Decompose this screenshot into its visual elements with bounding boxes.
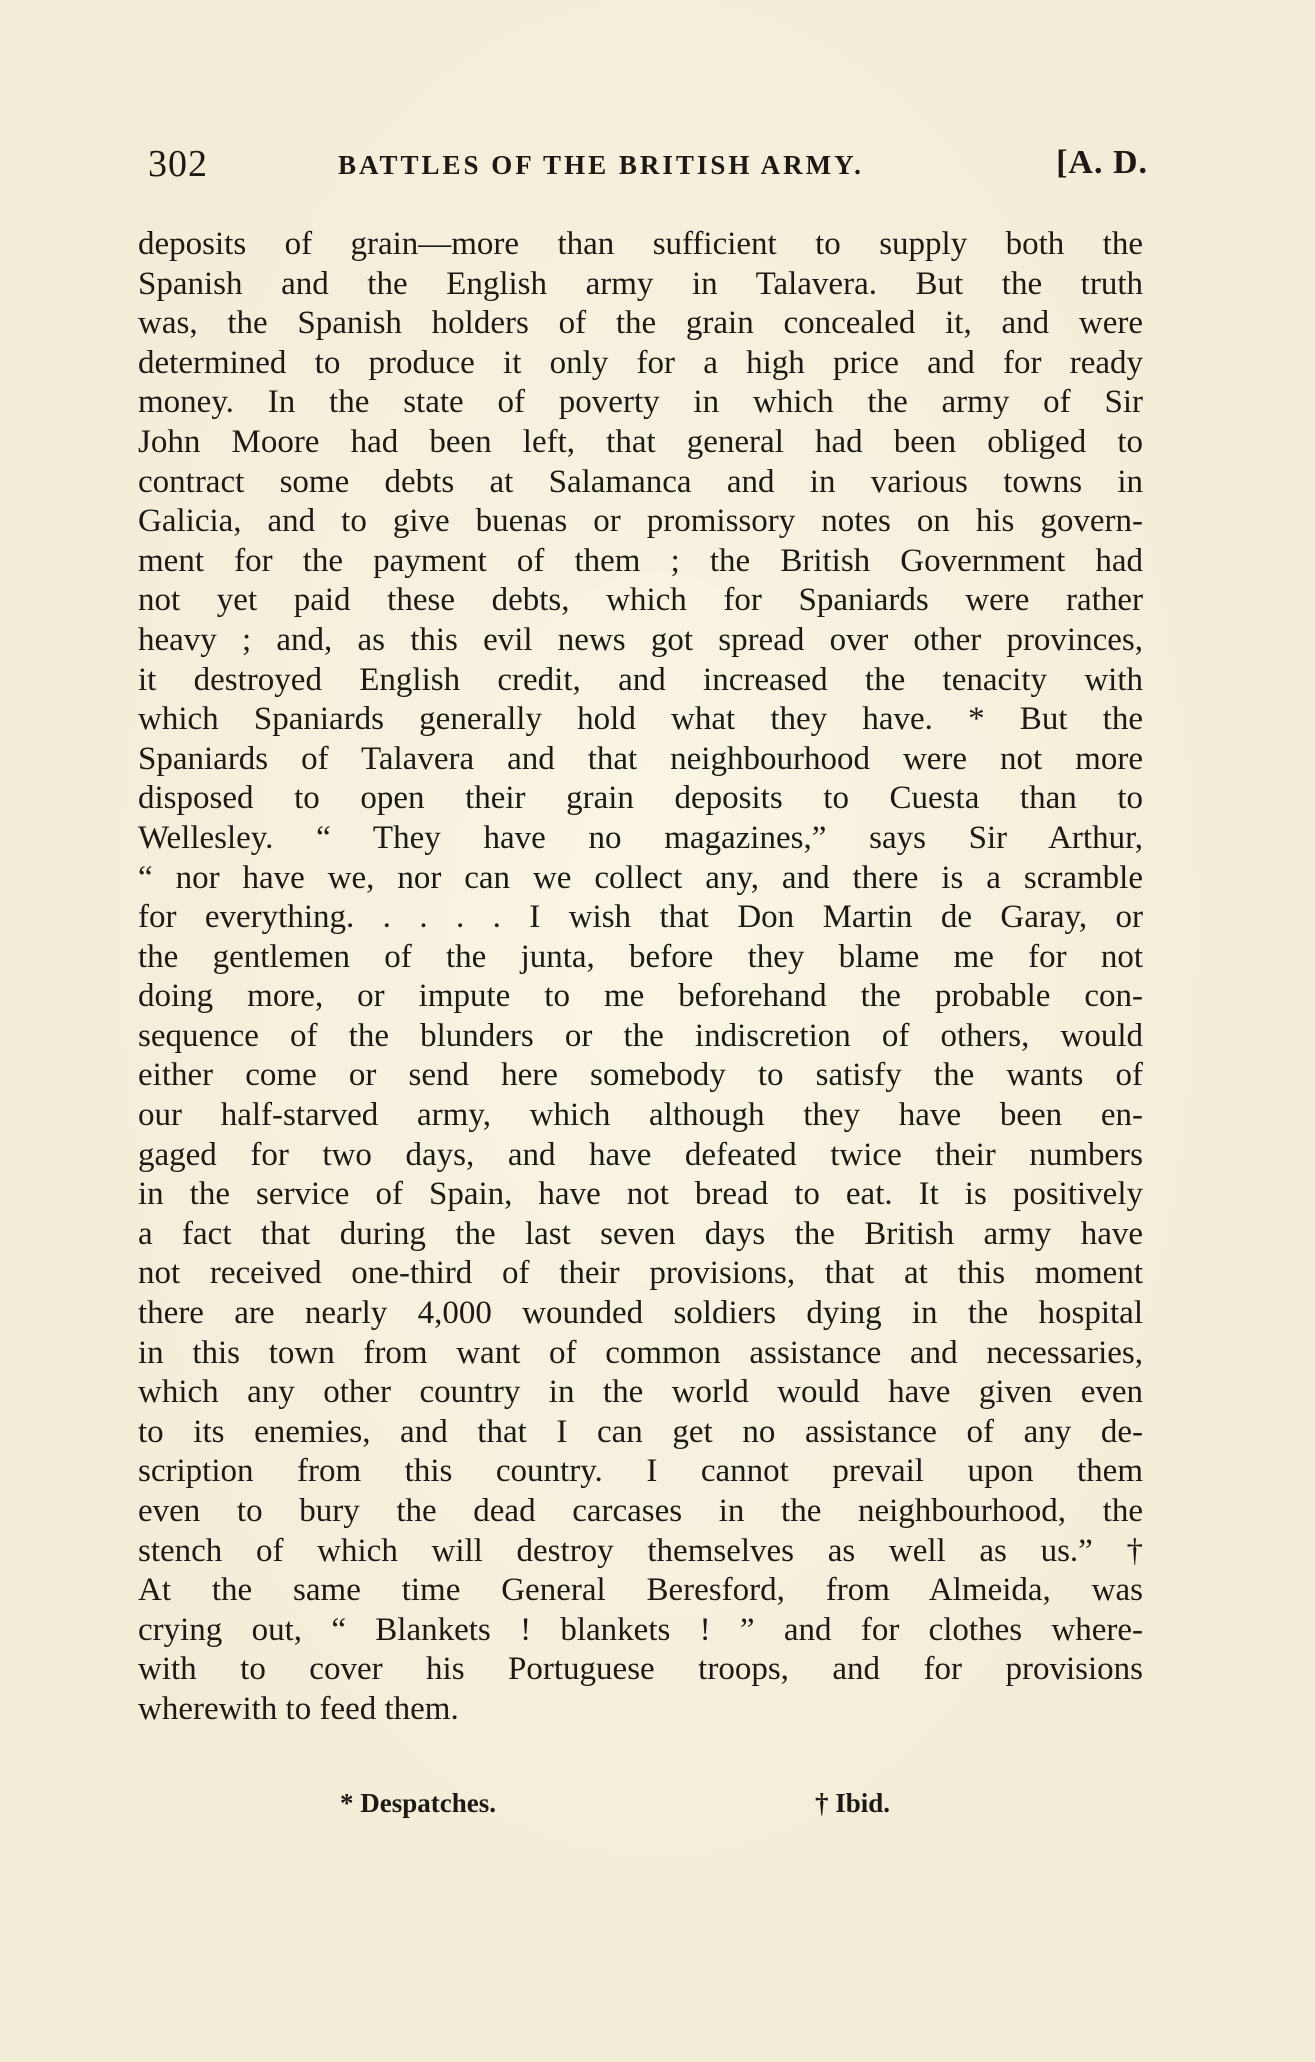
running-title: BATTLES OF THE BRITISH ARMY. bbox=[338, 150, 864, 180]
footnote-ibid: † Ibid. bbox=[815, 1788, 891, 1818]
text-line: crying out, “ Blankets ! blankets ! ” and for clothes where- bbox=[138, 1611, 1143, 1648]
text-line: contract some debts at Salamanca and in various towns in bbox=[138, 463, 1143, 500]
text-line: either come or send here somebody to satisfy the wants of bbox=[138, 1057, 1143, 1094]
text-line: not yet paid these debts, which for Spaniards were rather bbox=[138, 582, 1143, 619]
text-line: money. In the state of poverty in which the army of Sir bbox=[138, 384, 1143, 421]
text-line: disposed to open their grain deposits to Cuesta than to bbox=[138, 780, 1143, 817]
text-line: a fact that during the last seven days the British army have bbox=[138, 1215, 1143, 1252]
text-line: sequence of the blunders or the indiscretion of others, would bbox=[138, 1017, 1143, 1054]
text-line: the gentlemen of the junta, before they blame me for not bbox=[138, 938, 1143, 975]
text-line: there are nearly 4,000 wounded soldiers dying in the hospital bbox=[138, 1295, 1143, 1332]
text-line: stench of which will destroy themselves as well as us.” † bbox=[138, 1532, 1143, 1569]
text-line: determined to produce it only for a high price and for ready bbox=[138, 344, 1143, 381]
text-line: doing more, or impute to me beforehand the probable con- bbox=[138, 978, 1143, 1015]
text-line: wherewith to feed them. bbox=[138, 1690, 459, 1727]
text-line: John Moore had been left, that general had been obliged to bbox=[138, 423, 1143, 460]
footnotes bbox=[340, 1788, 980, 1832]
text-line: which Spaniards generally hold what they have. * But the bbox=[138, 701, 1143, 738]
text-line: was, the Spanish holders of the grain concealed it, and were bbox=[138, 305, 1143, 342]
text-line: with to cover his Portuguese troops, and for provisions bbox=[138, 1651, 1143, 1688]
text-line: in this town from want of common assistance and necessaries, bbox=[138, 1334, 1143, 1371]
text-line: Spanish and the English army in Talavera. But the truth bbox=[138, 265, 1143, 302]
text-line: “ nor have we, nor can we collect any, and there is a scramble bbox=[138, 859, 1143, 896]
text-line: At the same time General Beresford, from Almeida, was bbox=[138, 1572, 1143, 1609]
date-marker: [A. D. bbox=[1056, 144, 1148, 181]
text-line: even to bury the dead carcases in the neighbourhood, the bbox=[138, 1493, 1143, 1529]
text-line: gaged for two days, and have defeated twice their numbers bbox=[138, 1136, 1143, 1173]
text-line: it destroyed English credit, and increased the tenacity with bbox=[138, 661, 1143, 698]
footnote-despatches: * Despatches. bbox=[340, 1788, 496, 1818]
body-text bbox=[138, 225, 1143, 1730]
text-line: Spaniards of Talavera and that neighbourhood were not more bbox=[138, 740, 1143, 777]
page-number: 302 bbox=[148, 143, 208, 185]
text-line: for everything. . . . . I wish that Don Martin de Garay, or bbox=[138, 899, 1143, 936]
text-line: not received one-third of their provisions, that at this moment bbox=[138, 1255, 1143, 1292]
text-line: which any other country in the world would have given even bbox=[138, 1374, 1143, 1411]
text-line: deposits of grain—more than sufficient to supply both the bbox=[138, 226, 1143, 262]
text-line: heavy ; and, as this evil news got spread over other provinces, bbox=[138, 621, 1143, 658]
text-line: our half-starved army, which although they have been en- bbox=[138, 1097, 1143, 1134]
text-line: Galicia, and to give buenas or promissory notes on his govern- bbox=[138, 503, 1143, 540]
text-line: to its enemies, and that I can get no assistance of any de- bbox=[138, 1413, 1143, 1450]
running-head bbox=[148, 142, 1148, 202]
text-line: in the service of Spain, have not bread to eat. It is positively bbox=[138, 1176, 1143, 1213]
text-line: ment for the payment of them ; the British Government had bbox=[138, 542, 1143, 579]
text-line: scription from this country. I cannot prevail upon them bbox=[138, 1453, 1143, 1490]
text-line: Wellesley. “ They have no magazines,” says Sir Arthur, bbox=[138, 819, 1143, 856]
